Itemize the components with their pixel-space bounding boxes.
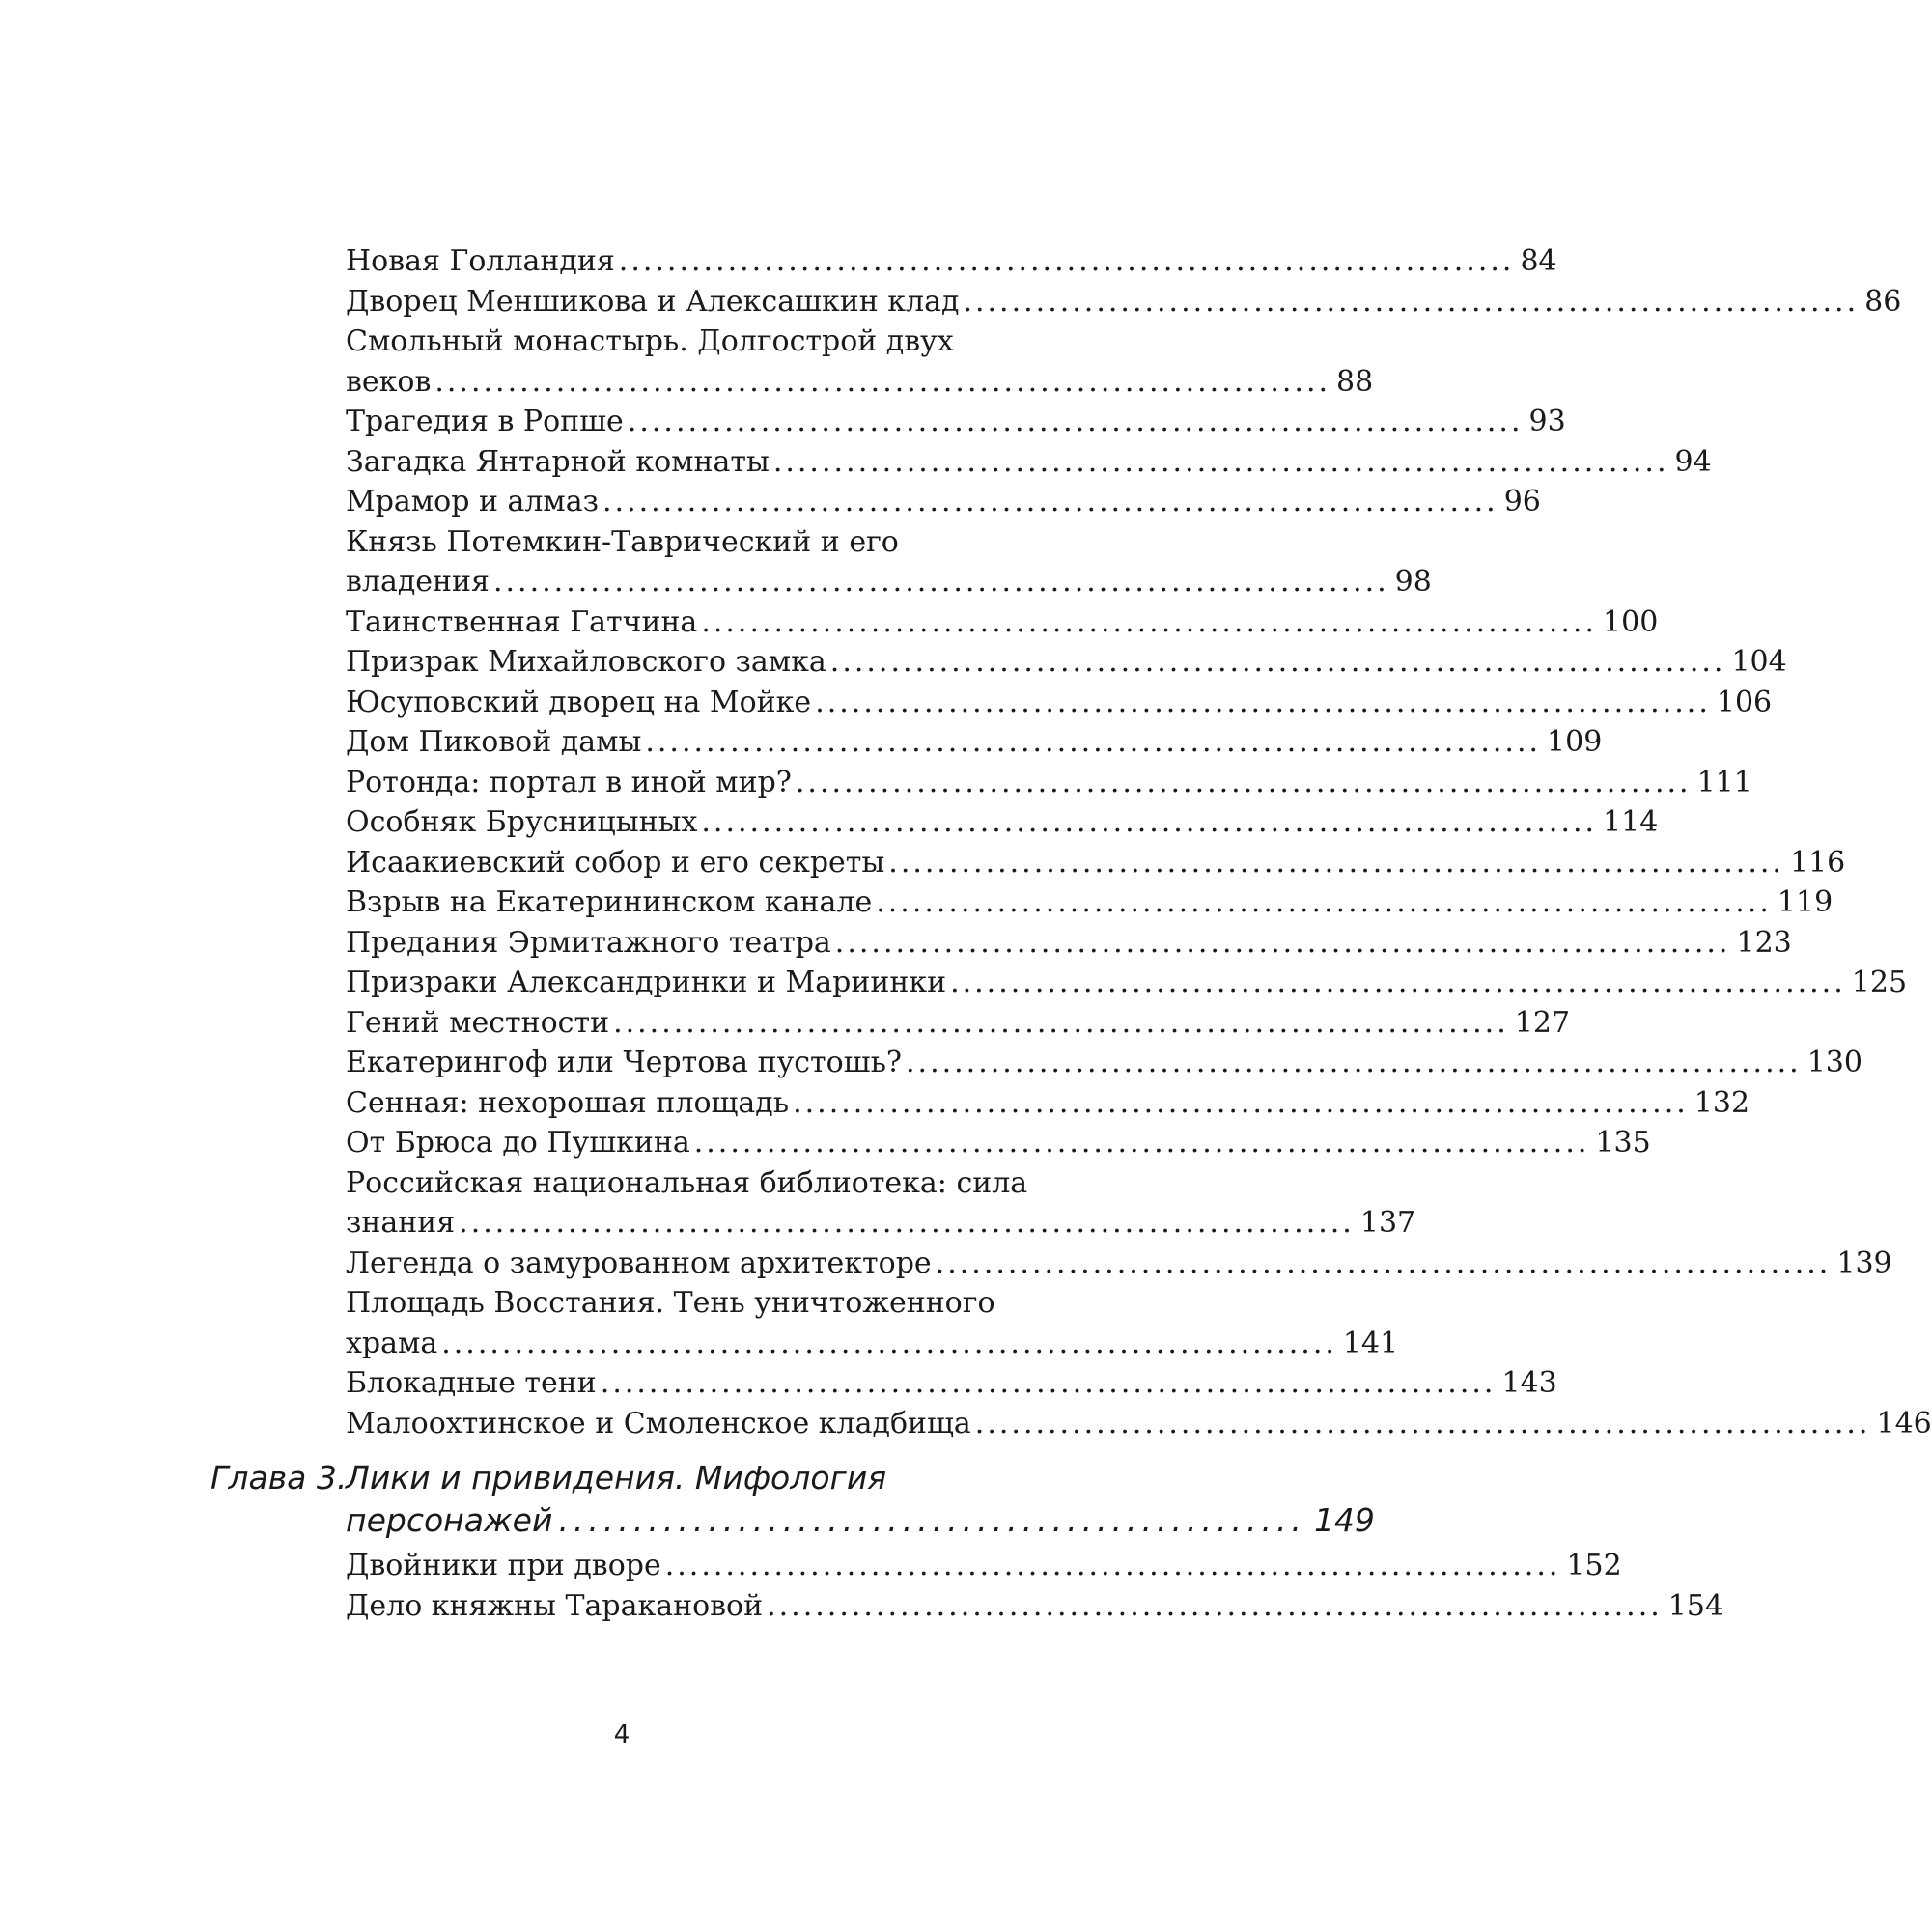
dot-leader: .......................................................................... <box>935 1245 1832 1280</box>
dot-leader: .......................................................................... <box>600 1366 1497 1400</box>
toc-entry <box>346 683 1773 723</box>
toc-entry-title: Таинственная Гатчина <box>346 604 698 639</box>
toc-entry-page: 116 <box>1789 845 1846 880</box>
dot-leader: .......................................................................... <box>434 364 1331 399</box>
toc-entry-title: Гений местности <box>346 1005 610 1040</box>
toc-entry-page: 152 <box>1566 1549 1622 1582</box>
toc-entry <box>346 763 1752 803</box>
table-of-contents <box>0 241 1932 1626</box>
toc-entry-page: 139 <box>1836 1245 1892 1280</box>
toc-entry-title: знания <box>346 1206 456 1240</box>
toc-entry-title: храма <box>346 1326 438 1360</box>
dot-leader: .......................................................................... <box>815 685 1711 719</box>
dot-leader: .......................................................................... <box>888 845 1784 880</box>
toc-entry <box>346 602 1659 643</box>
chapter-heading <box>210 1457 1375 1542</box>
toc-entry <box>346 1586 1724 1627</box>
toc-entry-title: Особняк Брусницыных <box>346 805 698 839</box>
dot-leader: .......................................................................... <box>950 966 1846 999</box>
dot-leader: .......................................................................... <box>767 1588 1663 1623</box>
dot-leader: .......................................................................... <box>613 1005 1509 1040</box>
dot-leader: .......................................................................... <box>906 1046 1802 1079</box>
toc-entry-title: Предания Эрмитажного театра <box>346 925 831 960</box>
toc-entry-page: 146 <box>1876 1406 1932 1441</box>
toc-entry <box>346 1163 1416 1244</box>
toc-entry-page: 141 <box>1342 1326 1399 1360</box>
toc-entry <box>346 482 1541 522</box>
toc-entry-page: 137 <box>1359 1206 1416 1240</box>
toc-entry <box>346 522 1432 602</box>
toc-entry-title: Исаакиевский собор и его секреты <box>346 845 885 880</box>
toc-entry-title: веков <box>346 364 432 399</box>
toc-entry-title: Двойники при дворе <box>346 1549 661 1582</box>
toc-entry-title: От Брюса до Пушкина <box>346 1126 690 1160</box>
dot-leader: .......................................................................... <box>441 1326 1337 1360</box>
toc-entry-title: Призрак Михайловского замка <box>346 645 826 679</box>
toc-entry <box>346 963 1908 1003</box>
toc-entry-title: Ротонда: портал в иной мир? <box>346 765 792 799</box>
toc-entry <box>346 1083 1750 1124</box>
toc-entry <box>346 282 1902 322</box>
toc-entry-page: 154 <box>1667 1588 1724 1623</box>
page-number: 4 <box>613 1721 630 1749</box>
toc-entry-title: Дом Пиковой дамы <box>346 725 642 759</box>
toc-entry-page: 84 <box>1520 244 1557 278</box>
dot-leader: .......................................................................... <box>693 1126 1590 1160</box>
toc-entry-page: 111 <box>1696 765 1752 799</box>
toc-entry-page: 104 <box>1731 645 1787 679</box>
toc-entry <box>346 923 1792 964</box>
toc-entry <box>346 802 1659 843</box>
toc-entry-page: 123 <box>1736 925 1792 960</box>
dot-leader: .......................................................................... <box>645 725 1542 759</box>
dot-leader: .......................................................................... <box>602 485 1498 518</box>
dot-leader: .................................................. <box>558 1501 1306 1539</box>
toc-entry-title: Малоохтинское и Смоленское кладбища <box>346 1406 971 1441</box>
chapter-page: 149 <box>1313 1501 1375 1539</box>
toc-entry-page: 132 <box>1694 1085 1750 1120</box>
toc-entry-title: Дворец Меншикова и Алексашкин клад <box>346 284 960 319</box>
toc-entry <box>346 882 1834 923</box>
chapter-label: Глава 3. <box>210 1459 348 1497</box>
dot-leader: .......................................................................... <box>974 1406 1871 1441</box>
toc-entry <box>346 1363 1557 1404</box>
toc-entry-page: 135 <box>1595 1126 1651 1160</box>
toc-entry-page: 127 <box>1514 1005 1571 1040</box>
toc-entry <box>346 642 1787 683</box>
dot-leader: .......................................................................... <box>795 765 1692 799</box>
toc-entry <box>346 722 1603 763</box>
toc-entry-title-line1: Российская национальная библиотека: сила <box>346 1165 1028 1200</box>
toc-entry <box>346 402 1566 442</box>
toc-entry-title-line1: Князь Потемкин-Таврический и его <box>346 524 899 559</box>
toc-entry-page: 88 <box>1336 364 1374 399</box>
toc-entry <box>346 322 1374 402</box>
toc-entry-title: Юсуповский дворец на Мойке <box>346 685 812 719</box>
toc-entries-before <box>0 241 1932 1443</box>
dot-leader: .......................................................................... <box>627 405 1524 438</box>
dot-leader: .......................................................................... <box>793 1085 1689 1120</box>
toc-entry <box>346 1404 1932 1444</box>
toc-entry-title: Екатерингоф или Чертова пустошь? <box>346 1046 902 1079</box>
toc-entry-page: 143 <box>1501 1366 1557 1400</box>
toc-entry-title: владения <box>346 565 490 599</box>
toc-entries-after <box>0 1546 1724 1626</box>
toc-entry-page: 119 <box>1777 885 1834 919</box>
dot-leader: .......................................................................... <box>701 604 1598 639</box>
toc-entry-title: Дело княжны Таракановой <box>346 1588 764 1623</box>
toc-entry-page: 109 <box>1547 725 1603 759</box>
dot-leader: .......................................................................... <box>701 805 1598 839</box>
toc-entry-page: 93 <box>1528 405 1566 438</box>
toc-entry-title: Мрамор и алмаз <box>346 485 600 518</box>
toc-entry-page: 114 <box>1603 805 1659 839</box>
toc-entry-title: Взрыв на Екатерининском канале <box>346 885 873 919</box>
dot-leader: .......................................................................... <box>876 885 1772 919</box>
toc-entry <box>346 1123 1651 1163</box>
toc-entry <box>346 442 1712 483</box>
dot-leader: .......................................................................... <box>492 565 1389 599</box>
toc-entry <box>346 1003 1571 1044</box>
toc-entry-page: 106 <box>1716 685 1773 719</box>
toc-entry-title: Новая Голландия <box>346 244 615 278</box>
toc-entry <box>346 1546 1622 1586</box>
dot-leader: .......................................................................... <box>772 444 1669 479</box>
toc-entry-title: Призраки Александринки и Мариинки <box>346 966 947 999</box>
dot-leader: .......................................................................... <box>834 925 1731 960</box>
dot-leader: .......................................................................... <box>459 1206 1355 1240</box>
toc-entry <box>346 843 1846 883</box>
toc-entry-title: Трагедия в Ропше <box>346 405 624 438</box>
toc-entry <box>346 1043 1862 1083</box>
toc-entry-page: 100 <box>1603 604 1659 639</box>
toc-entry-title-line1: Площадь Восстания. Тень уничтоженного <box>346 1286 995 1320</box>
chapter-title-line2: персонажей <box>346 1501 553 1539</box>
toc-entry-page: 130 <box>1806 1046 1862 1079</box>
toc-entry <box>346 241 1557 282</box>
toc-entry-title: Легенда о замурованном архитекторе <box>346 1245 932 1280</box>
toc-entry <box>346 1283 1399 1363</box>
toc-entry-page: 125 <box>1851 966 1908 999</box>
dot-leader: .......................................................................... <box>664 1549 1561 1582</box>
dot-leader: .......................................................................... <box>829 645 1726 679</box>
toc-entry-title: Блокадные тени <box>346 1366 597 1400</box>
toc-entry-title-line1: Смольный монастырь. Долгострой двух <box>346 324 954 358</box>
toc-entry-page: 98 <box>1394 565 1432 599</box>
dot-leader: .......................................................................... <box>963 284 1860 319</box>
toc-entry-title: Сенная: нехорошая площадь <box>346 1085 790 1120</box>
toc-entry-page: 96 <box>1503 485 1541 518</box>
toc-entry-page: 86 <box>1864 284 1902 319</box>
toc-entry-title: Загадка Янтарной комнаты <box>346 444 770 479</box>
dot-leader: .......................................................................... <box>618 244 1515 278</box>
chapter-title-line1: Лики и привидения. Мифология <box>346 1459 887 1497</box>
toc-entry <box>346 1244 1892 1284</box>
toc-entry-page: 94 <box>1674 444 1712 479</box>
